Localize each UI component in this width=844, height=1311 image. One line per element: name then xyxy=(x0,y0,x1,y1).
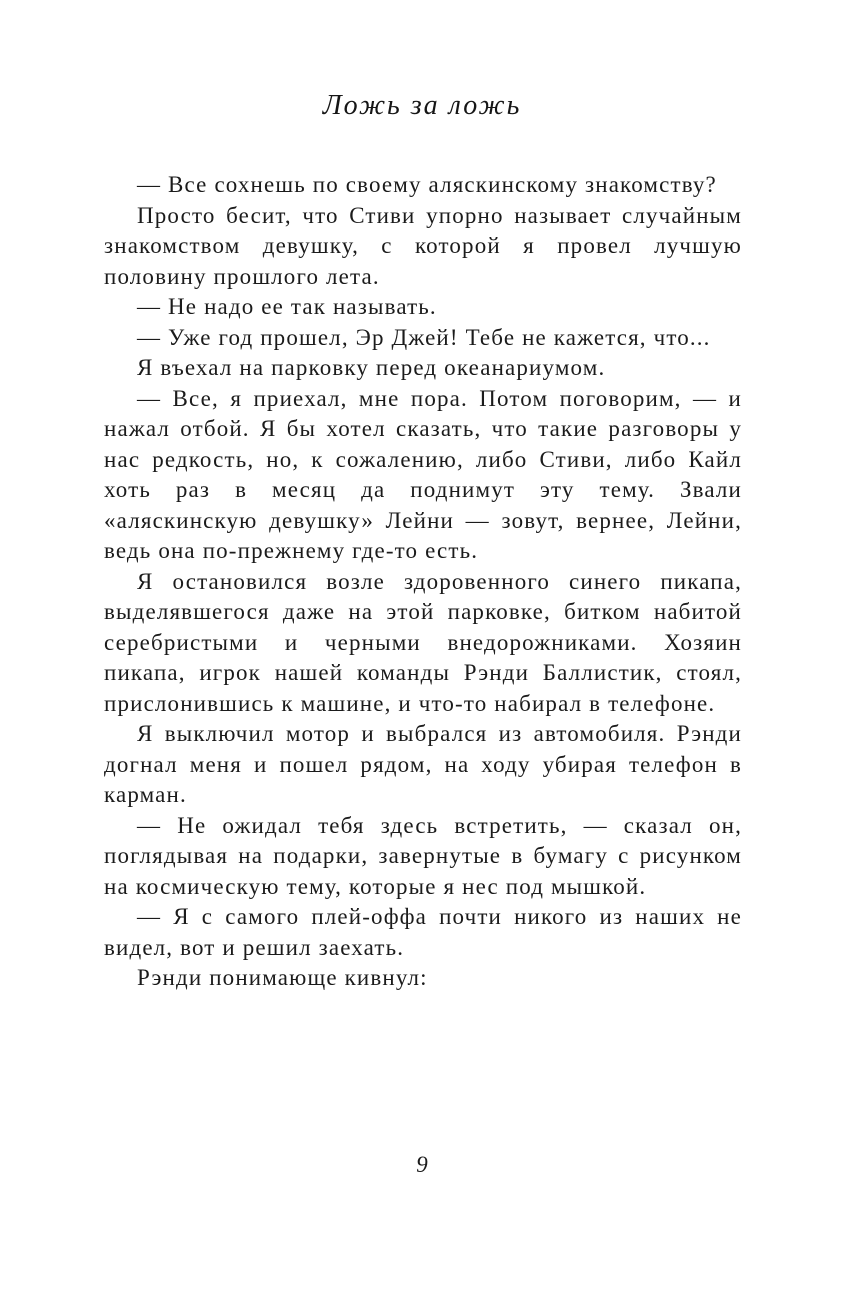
paragraph: Я выключил мотор и выбрался из автомобиля. Рэнди догнал меня и пошел рядом, на ходу убирая телефон в карман. xyxy=(104,721,742,807)
paragraph: Я остановился возле здоровенного синего пикапа, выделявшегося даже на этой парковке, битком набитой серебристыми и черными внедорожниками. Хозяин пикапа, игрок нашей команды Рэнди Баллистик, стоял, прислонившись к машине, и что-то набирал в телефоне. xyxy=(104,568,742,716)
paragraph: — Я с самого плей-оффа почти никого из наших не видел, вот и решил заехать. xyxy=(104,904,742,960)
paragraph: Рэнди понимающе кивнул: xyxy=(137,965,428,990)
paragraph: — Уже год прошел, Эр Джей! Тебе не кажется, что... xyxy=(137,324,711,350)
paragraph: — Все сохнешь по своему аляскинскому знакомству? xyxy=(137,172,717,197)
paragraph: Просто бесит, что Стиви упорно называет случайным знакомством девушку, с которой я провел лучшую половину прошлого лета. xyxy=(104,202,742,289)
body-text xyxy=(104,170,742,994)
paragraph: — Не ожидал тебя здесь встретить, — сказал он, поглядывая на подарки, завернутые в бумагу с рисунком на космическую тему, которые я нес под мышкой. xyxy=(104,812,742,899)
paragraph: — Все, я приехал, мне пора. Потом поговорим, — и нажал отбой. Я бы хотел сказать, что такие разговоры у нас редкость, но, к сожалению, либо Стиви, либо Кайл хоть раз в месяц да поднимут эту тему. Звали «аляскинскую девушку» Лейни — зовут, вернее, Лейни, ведь она по-прежнему где-то есть. xyxy=(104,385,742,563)
page-number: 9 xyxy=(416,1152,428,1177)
running-head-title: Ложь за ложь xyxy=(322,90,522,121)
paragraph: — Не надо ее так называть. xyxy=(137,294,437,319)
paragraph: Я въехал на парковку перед океанариумом. xyxy=(137,355,606,380)
